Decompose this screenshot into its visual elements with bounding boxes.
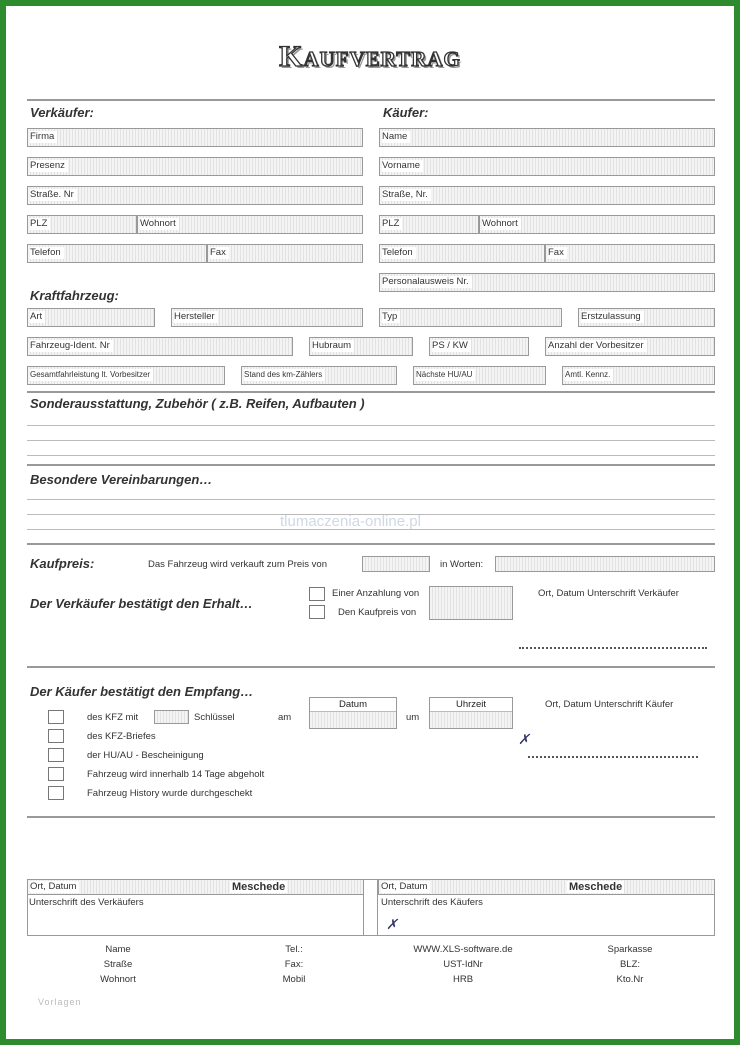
buyer-place-date-field[interactable]: Ort, Datum bbox=[378, 879, 715, 895]
buyer-heading: Käufer: bbox=[383, 105, 429, 120]
full-price-label: Den Kaufpreis von bbox=[338, 607, 417, 618]
buyer-fax-field[interactable]: Fax bbox=[545, 244, 715, 263]
brief-checkbox[interactable] bbox=[48, 729, 64, 743]
time-label: Uhrzeit bbox=[430, 698, 512, 712]
page-title: Kaufvertrag bbox=[279, 40, 461, 73]
buyer-signature-label: Ort, Datum Unterschrift Käufer bbox=[545, 699, 674, 710]
writing-line[interactable] bbox=[27, 425, 715, 426]
writing-line[interactable] bbox=[27, 499, 715, 500]
seller-presenz-field[interactable]: Presenz bbox=[27, 157, 363, 176]
vehicle-hu-field[interactable]: Nächste HU/AU bbox=[413, 366, 546, 385]
vehicle-kennz-field[interactable]: Amtl. Kennz. bbox=[562, 366, 715, 385]
vehicle-art-field[interactable]: Art bbox=[27, 308, 155, 327]
deposit-label: Einer Anzahlung von bbox=[332, 588, 420, 599]
footer-col-2: Tel.: Fax: Mobil bbox=[282, 944, 306, 985]
divider bbox=[27, 543, 715, 545]
um-label: um bbox=[406, 712, 420, 723]
buyer-signature-mark: ✗ bbox=[518, 732, 530, 748]
date-label: Datum bbox=[310, 698, 396, 712]
footer-col-1: Name Straße Wohnort bbox=[100, 944, 136, 985]
buyer-signature-mark-final: ✗ bbox=[386, 917, 398, 933]
buyer-city: Meschede bbox=[569, 881, 623, 893]
buyer-signature-caption: Unterschrift des Käufers bbox=[381, 897, 483, 908]
writing-line[interactable] bbox=[27, 455, 715, 456]
am-label: am bbox=[278, 712, 292, 723]
writing-line[interactable] bbox=[27, 440, 715, 441]
footer-col-4: Sparkasse BLZ: Kto.Nr bbox=[607, 944, 653, 985]
footer-col-3: WWW.XLS-software.de UST-IdNr HRB bbox=[413, 944, 513, 985]
seller-place-date-field[interactable]: Ort, Datum bbox=[27, 879, 364, 895]
seller-plz-field[interactable]: PLZ bbox=[27, 215, 137, 234]
pickup-label: Fahrzeug wird innerhalb 14 Tage abgeholt bbox=[87, 769, 265, 780]
divider bbox=[27, 666, 715, 668]
price-words-field[interactable] bbox=[495, 556, 715, 572]
deposit-checkbox[interactable] bbox=[309, 587, 325, 601]
full-price-checkbox[interactable] bbox=[309, 605, 325, 619]
history-checkbox[interactable] bbox=[48, 786, 64, 800]
buyer-telefon-field[interactable]: Telefon bbox=[379, 244, 545, 263]
seller-confirm-heading: Der Verkäufer bestätigt den Erhalt… bbox=[30, 596, 253, 611]
seller-signature-label: Ort, Datum Unterschrift Verkäufer bbox=[538, 588, 679, 599]
seller-signature-caption: Unterschrift des Verkäufers bbox=[29, 897, 144, 908]
vehicle-ps-field[interactable]: PS / KW bbox=[429, 337, 529, 356]
divider bbox=[27, 816, 715, 818]
watermark: tlumaczenia-online.pl bbox=[280, 513, 421, 530]
vehicle-ident-field[interactable]: Fahrzeug-Ident. Nr bbox=[27, 337, 293, 356]
kfz-checkbox[interactable] bbox=[48, 710, 64, 724]
buyer-wohnort-field[interactable]: Wohnort bbox=[479, 215, 715, 234]
received-amount-field[interactable] bbox=[429, 586, 513, 620]
date-field[interactable] bbox=[309, 697, 397, 729]
key-count-field[interactable] bbox=[154, 710, 189, 724]
signature-block-gap bbox=[363, 879, 378, 936]
time-field[interactable] bbox=[429, 697, 513, 729]
kfz-label: des KFZ mit bbox=[87, 712, 139, 723]
price-heading: Kaufpreis: bbox=[30, 556, 95, 571]
price-text: Das Fahrzeug wird verkauft zum Preis von bbox=[148, 559, 327, 570]
vehicle-gesamtfahrleistung-field[interactable]: Gesamtfahrleistung lt. Vorbesitzer bbox=[27, 366, 225, 385]
history-label: Fahrzeug History wurde durchgeschekt bbox=[87, 788, 253, 799]
seller-signature-line[interactable] bbox=[519, 647, 707, 649]
buyer-signature-line[interactable] bbox=[528, 756, 698, 758]
seller-fax-field[interactable]: Fax bbox=[207, 244, 363, 263]
buyer-street-field[interactable]: Straße, Nr. bbox=[379, 186, 715, 205]
price-amount-field[interactable] bbox=[362, 556, 430, 572]
corner-text: Vorlagen bbox=[38, 997, 82, 1007]
buyer-name-field[interactable]: Name bbox=[379, 128, 715, 147]
vehicle-km-field[interactable]: Stand des km-Zählers bbox=[241, 366, 397, 385]
key-label: Schlüssel bbox=[194, 712, 235, 723]
buyer-id-field[interactable]: Personalausweis Nr. bbox=[379, 273, 715, 292]
brief-label: des KFZ-Briefes bbox=[87, 731, 156, 742]
hu-label: der HU/AU - Bescheinigung bbox=[87, 750, 204, 761]
vehicle-vorbesitzer-field[interactable]: Anzahl der Vorbesitzer bbox=[545, 337, 715, 356]
buyer-vorname-field[interactable]: Vorname bbox=[379, 157, 715, 176]
vehicle-hersteller-field[interactable]: Hersteller bbox=[171, 308, 363, 327]
vehicle-heading: Kraftfahrzeug: bbox=[30, 288, 119, 303]
seller-city: Meschede bbox=[232, 881, 286, 893]
price-words-label: in Worten: bbox=[440, 559, 484, 570]
extras-heading: Sonderausstattung, Zubehör ( z.B. Reifen, Aufbauten ) bbox=[30, 396, 365, 411]
seller-firma-field[interactable]: Firma bbox=[27, 128, 363, 147]
seller-street-field[interactable]: Straße. Nr bbox=[27, 186, 363, 205]
divider bbox=[27, 391, 715, 393]
divider bbox=[27, 464, 715, 466]
seller-wohnort-field[interactable]: Wohnort bbox=[137, 215, 363, 234]
vehicle-hubraum-field[interactable]: Hubraum bbox=[309, 337, 413, 356]
buyer-confirm-heading: Der Käufer bestätigt den Empfang… bbox=[30, 684, 254, 699]
pickup-checkbox[interactable] bbox=[48, 767, 64, 781]
buyer-plz-field[interactable]: PLZ bbox=[379, 215, 479, 234]
divider bbox=[27, 99, 715, 101]
vehicle-typ-field[interactable]: Typ bbox=[379, 308, 562, 327]
hu-checkbox[interactable] bbox=[48, 748, 64, 762]
vehicle-erstzulassung-field[interactable]: Erstzulassung bbox=[578, 308, 715, 327]
seller-heading: Verkäufer: bbox=[30, 105, 94, 120]
agreements-heading: Besondere Vereinbarungen… bbox=[30, 472, 213, 487]
seller-telefon-field[interactable]: Telefon bbox=[27, 244, 207, 263]
